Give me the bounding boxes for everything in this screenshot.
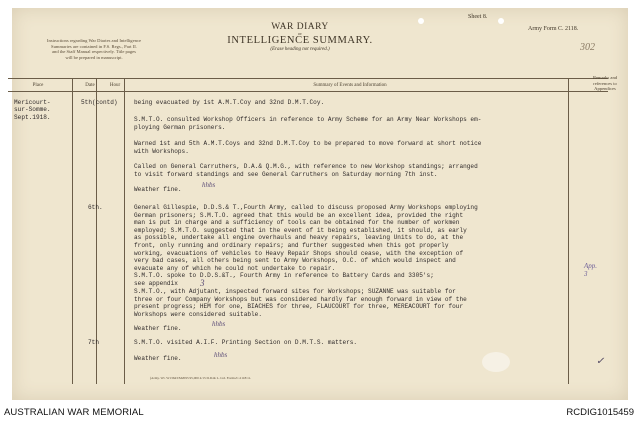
handwritten-initials: hhbs — [214, 351, 228, 359]
form-instructions: Instructions regarding War Diaries and Intelligence Summaries are contained in F.S. Regs., Part II. and the Staff Manual respectively. Title pages will be prepared in manuscript. — [46, 38, 142, 60]
handwritten-page-number: 302 — [580, 42, 595, 53]
sheet-number: Sheet 8. — [468, 14, 488, 20]
diary-entry: S.M.T.O. spoke to D.D.S.&T., Fourth Army in reference to Battery Cards and 3305's; see appendix — [134, 272, 434, 287]
column-header-remarks: Remarks and references to Appendices — [592, 75, 618, 92]
punch-hole — [418, 18, 424, 24]
institution-name: AUSTRALIAN WAR MEMORIAL — [4, 407, 144, 418]
column-header-place: Place — [32, 83, 44, 88]
date-cell: 7th — [88, 339, 99, 346]
title-or: or — [298, 31, 302, 36]
margin-appendix-note: App. 3 — [584, 262, 598, 278]
column-divider — [72, 78, 73, 384]
handwritten-initials: hhbs — [202, 181, 216, 189]
army-form-number: Army Form C. 2118. — [528, 26, 579, 32]
diary-entry: S.M.T.O. consulted Workshop Officers in reference to Army Scheme for an Army Near Workshops em- ploying German prisoners. — [134, 116, 482, 131]
diary-entry: being evacuated by 1st A.M.T.Coy and 32nd D.M.T.Coy. — [134, 99, 325, 106]
diary-entry: Weather fine. — [134, 186, 182, 193]
title-war-diary: WAR DIARY — [271, 22, 329, 32]
column-header-hour: Hour — [109, 83, 121, 88]
table-top-rule — [8, 78, 608, 79]
paper-stain — [482, 352, 510, 372]
diary-entry: S.M.T.O., with Adjutant, inspected forward sites for Workshops; SUZANNE was suitable for three or four Company Workshops but was considered hardly far enough forward in view of the present progress; HEM for one, BIACHES for three, FLAUCOURT for three, MEREACOURT for four Workshops were considered suitable. — [134, 288, 467, 318]
printer-imprint: (Army. Wt. W13643/M2095 95,000 4/15 D.D.& L. Ltd. Forms/C.2118/11. — [150, 376, 252, 380]
diary-entry: Weather fine. — [134, 325, 182, 332]
diary-entry: General Gillespie, D.D.S.& T.,Fourth Army, called to discuss proposed Army Workshops employing German prisoners; S.M.T.O. agreed that this would be an excellent idea, provided the right man is put in charge and a sufficiency of tools can be obtained for the number of workmen employed; S.M.T.O. suggested that in the event of it being established, it should, as early as possible, undertake all engine overhauls and heavy repairs, leaving Units to do, at the front, only running and ordinary repairs; and further suggested when this got properly working, evacuations of vehicles to Heavy Repair Shops should cease, with the exception of very bad cases, all others being sent to Army Workshops, O.C. of which would inspect and evacuate any of which he could not undertake to repair. — [134, 204, 478, 272]
date-cell: 5th(contd) — [81, 99, 118, 106]
column-header-date: Date — [85, 83, 95, 88]
margin-pencil-mark: ✓ — [596, 356, 605, 367]
diary-entry: Warned 1st and 5th A.M.T.Coys and 32nd D.M.T.Coy to be prepared to move forward at short notice with Workshops. — [134, 140, 482, 155]
diary-entry: Called on General Carruthers, D.A.& Q.M.G., with reference to new Workshop standings; arranged to visit forward standings and see General Carruthers on Saturday morning 7th inst. — [134, 163, 478, 178]
archive-footer — [0, 402, 640, 422]
form-title — [200, 22, 400, 52]
diary-entry: S.M.T.O. visited A.I.F. Printing Section on D.M.T.S. matters. — [134, 339, 358, 346]
handwritten-initials: hhbs — [212, 320, 226, 328]
column-divider — [124, 78, 125, 384]
title-intelligence-summary: INTELLIGENCE SUMMARY. — [227, 35, 373, 46]
handwritten-appendix-number: 3 — [200, 278, 205, 288]
diary-entry: Weather fine. — [134, 355, 182, 362]
header-rule — [8, 91, 608, 92]
title-erase-note: (Erase heading not required.) — [270, 47, 330, 52]
record-id: RCDIG1015459 — [566, 407, 634, 418]
place-cell: Mericourt- sur-Somme. Sept.1918. — [14, 99, 51, 121]
punch-hole — [498, 18, 504, 24]
date-cell: 6th. — [88, 204, 103, 211]
column-header-summary: Summary of Events and Information — [313, 83, 387, 88]
